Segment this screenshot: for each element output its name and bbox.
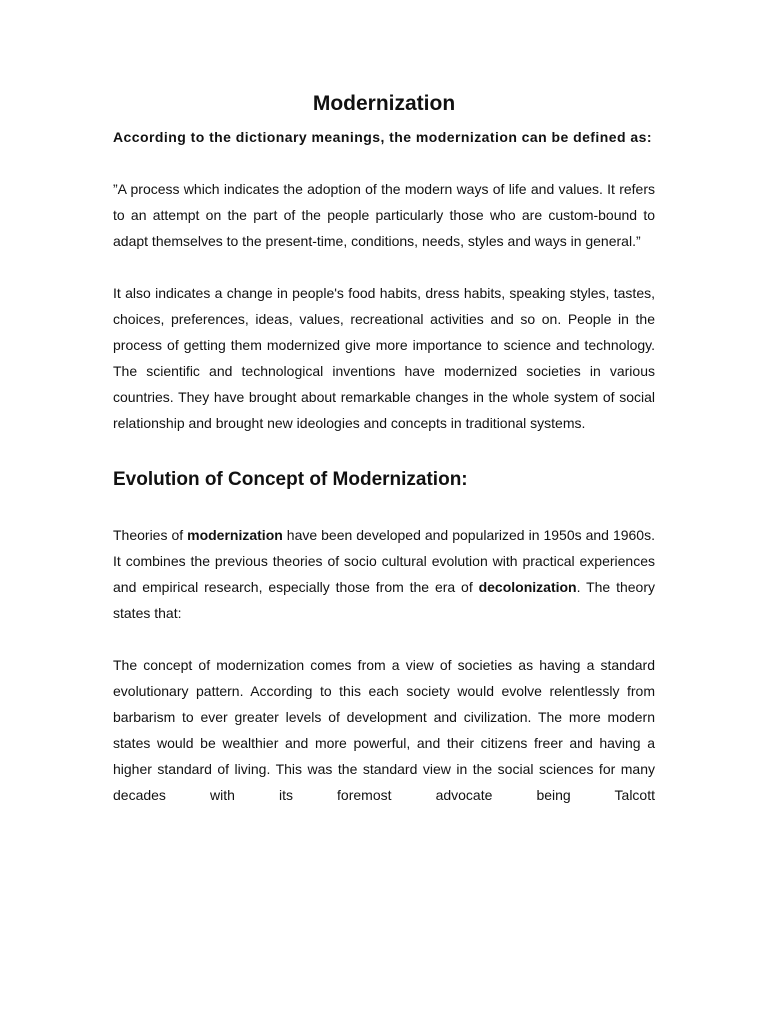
document-page	[113, 88, 655, 834]
theories-text-1: Theories of	[113, 527, 188, 543]
body-paragraph-theories	[113, 522, 655, 626]
theories-text-2: have been developed and popularized in 1950s and 1960s. It combines the previous theories of socio cultural evolution with practical experiences and empirical research, especially those from the era of	[113, 527, 655, 595]
section-heading: Evolution of Concept of Modernization:	[113, 469, 468, 490]
definition-quote: ”A process which indicates the adoption of the modern ways of life and values. It refers to an attempt on the part of the people particularly those who are custom-bound to adapt themselves to the present-time, conditions, needs, styles and ways in general.”	[113, 181, 655, 249]
term-decolonization: decolonization	[478, 579, 577, 595]
body-paragraph-changes: It also indicates a change in people's food habits, dress habits, speaking styles, tastes, choices, preferences, ideas, values, recreational activities and so on. People in the process of getting them modernized give more importance to science and technology. The scientific and technological inventions have modernized societies in various countries. They have brought about remarkable changes in the whole system of social relationship and brought new ideologies and concepts in traditional systems.	[113, 285, 655, 431]
term-modernization: modernization	[187, 527, 283, 543]
theories-text-3: . The theory states that:	[113, 579, 655, 621]
document-title: Modernization	[312, 92, 456, 115]
intro-paragraph: According to the dictionary meanings, the modernization can be defined as:	[113, 129, 652, 145]
body-paragraph-concept: The concept of modernization comes from a view of societies as having a standard evolutionary pattern. According to this each society would evolve relentlessly from barbarism to ever greater levels of development and civilization. The more modern states would be wealthier and more powerful, and their citizens freer and having a higher standard of living. This was the standard view in the social sciences for many decades with its foremost advocate being Talcott	[113, 657, 655, 803]
